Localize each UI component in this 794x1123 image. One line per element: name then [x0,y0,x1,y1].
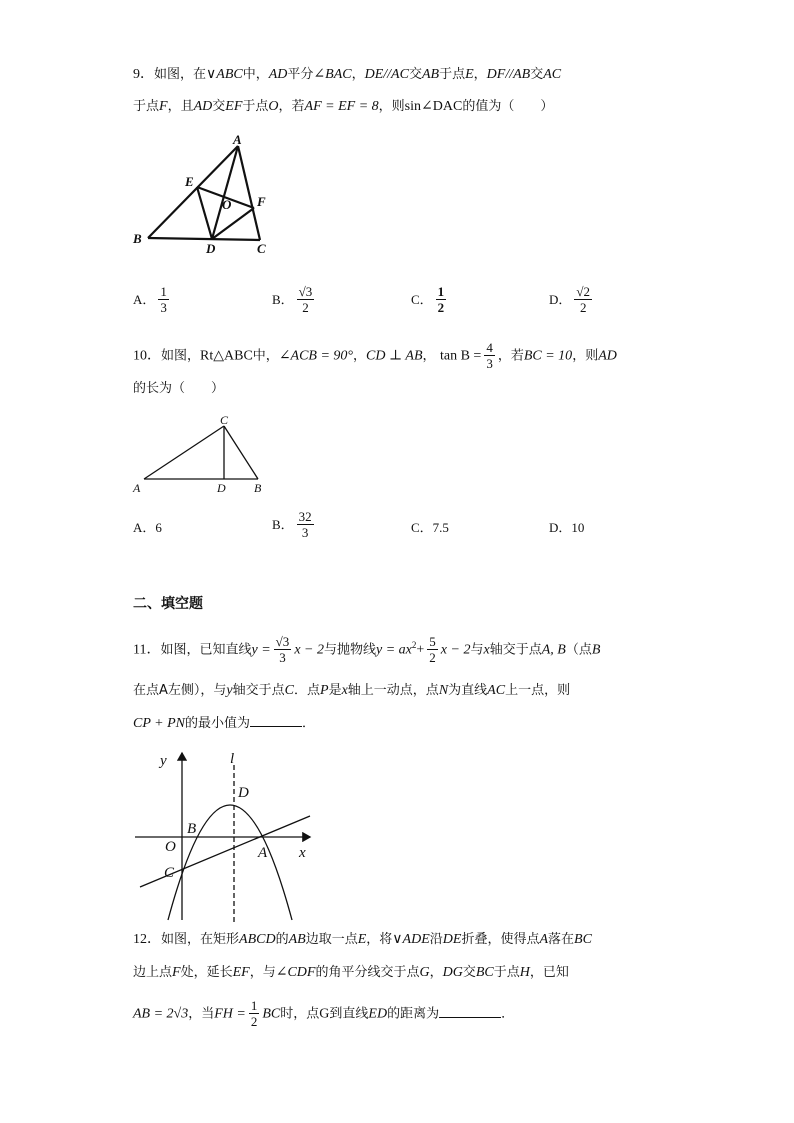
q10-line1: 10．如图，Rt△ABC中，∠ACB = 90°，CD ⊥ AB， tan B = $\frac{4}{3}$ ，若BC = 10，则AD [133,340,617,371]
seg-ac [238,146,260,240]
q10-figure [130,410,270,496]
q9-option-c[interactable]: C． $\frac{1}{2}$ [411,284,445,315]
q9-figure [130,132,280,262]
triangle-symbol: ∨ [206,67,217,82]
answer-blank[interactable] [439,1003,501,1018]
seg-ac [144,426,224,479]
q10-option-c[interactable]: C．7.5 [411,520,449,535]
label-C: C [220,413,229,427]
q12-line1: 12．如图，在矩形ABCD的AB边取一点E，将∨ADE沿DE折叠，使得点A落在BC [133,932,592,947]
section-title: 二、填空题 [133,596,203,612]
q11-line1: 11．如图，已知直线y = $\frac{√3}{3}$ x − 2与抛物线$y = ax^2+$ $\frac{5}{2}$ x − 2与x轴交于点A, B（点B [133,634,601,665]
label-F: F [257,194,266,209]
q9-option-b[interactable]: B． $\frac{√3}{2}$ [272,284,313,315]
q11-line2: 在点A左侧），与y轴交于点C．点P是x轴上一动点，点N为直线AC上一点，则 [133,683,571,698]
q10-option-d[interactable]: D．10 [549,520,585,535]
label-A: A [233,132,242,147]
label-D: D [238,785,249,801]
q9-line1: 9．如图，在∨ABC中，AD平分∠BAC，DE//AC交AB于点E，DF//AB交AC [133,67,562,82]
label-B: B [254,481,262,495]
label-B: B [133,231,142,246]
q11-line3: CP + PN的最小值为 ． [133,712,315,734]
label-O: O [222,197,232,212]
label-D: D [217,481,226,495]
label-A: A [133,481,141,495]
q9-option-d[interactable]: D． $\frac{√2}{2}$ [549,284,591,315]
seg-bc [148,238,260,240]
q12-line2: 边上点F处，延长EF，与∠CDF的角平分线交于点G，DG交BC于点H，已知 [133,965,569,980]
label-y: y [160,753,167,769]
q10-option-a[interactable]: A．6 [133,520,162,535]
label-D: D [206,241,216,256]
triangle-symbol: ∨ [392,932,403,947]
q12-line3: AB = 2√3，当FH = $\frac{1}{2}$ BC时，点G到直线ED的距离为 ． [133,998,515,1029]
label-E: E [185,174,194,189]
q10-option-b[interactable]: B． $\frac{32}{3}$ [272,509,312,540]
label-C: C [164,865,175,881]
q9-option-a[interactable]: A． $\frac{1}{3}$ [133,284,167,315]
label-A: A [258,845,268,861]
answer-blank[interactable] [250,712,302,727]
label-l: l [230,751,235,767]
q11-figure [130,745,330,925]
label-C: C [257,241,266,256]
seg-bc [224,426,258,479]
q10-line2: 的长为（ ） [133,381,225,396]
label-O: O [165,839,176,855]
seg-de [197,187,212,239]
label-x: x [299,845,306,861]
label-B: B [187,821,197,837]
q9-line2: 于点F，且AD交EF于点O，若AF = EF = 8，则sin∠DAC的值为（ ） [133,99,554,114]
